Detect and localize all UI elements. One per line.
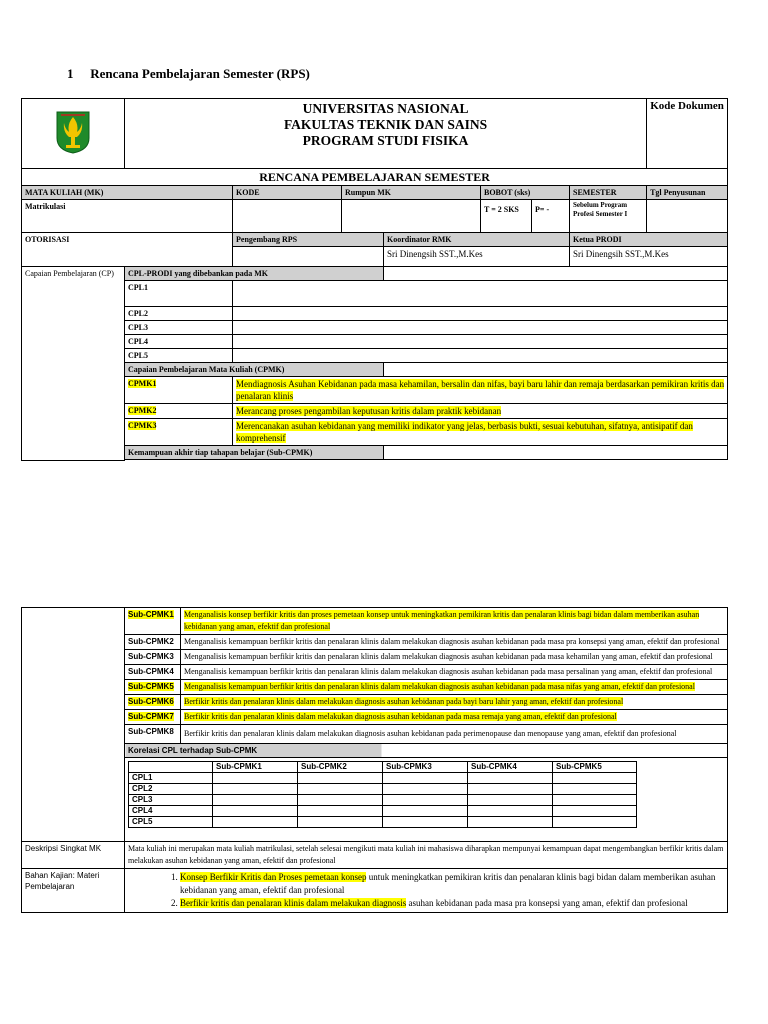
korelasi-col-header: Sub-CPMK5: [553, 762, 637, 773]
kode-dokumen: Kode Dokumen: [647, 99, 728, 169]
cpmk-code: CPMK2: [125, 404, 233, 419]
course-rumpun: [342, 200, 481, 233]
cpl-desc: [233, 321, 728, 335]
korelasi-col-header: Sub-CPMK1: [213, 762, 298, 773]
section-title: Rencana Pembelajaran Semester (RPS): [90, 66, 310, 81]
label-otorisasi: OTORISASI: [22, 233, 233, 267]
label-mata-kuliah: MATA KULIAH (MK): [22, 186, 233, 200]
course-tgl: [647, 200, 728, 233]
cpl-desc: [233, 281, 728, 307]
sub-cpmk-text: Menganalisis kemampuan berfikir kritis dan penalaran klinis dalam melakukan diagnosis asuhan kebidanan pada masa kehamilan yang aman, efektif dan profesional: [181, 650, 728, 665]
sub-cpmk-table: [21, 607, 728, 913]
cpmk-text: Merencanakan asuhan kebidanan yang memiliki indikator yang jelas, berbasis bukti, sesuai kebutuhan, sifatnya, antisipatif dan komprehensif: [233, 419, 728, 446]
cpl-prodi-header: CPL-PRODI yang dibebankan pada MK: [125, 267, 384, 281]
rps-header-table: [21, 98, 728, 461]
korelasi-row-label: CPL3: [129, 795, 213, 806]
label-deskripsi: Deskripsi Singkat MK: [22, 842, 125, 869]
sub-cpmk-text: Menganalisis kemampuan berfikir kritis dan penalaran klinis dalam melakukan diagnosis asuhan kebidanan pada masa nifas yang aman, efektif dan profesional: [181, 680, 728, 695]
korelasi-cell: [125, 758, 728, 842]
korelasi-row-label: CPL5: [129, 817, 213, 828]
program-name: PROGRAM STUDI FISIKA: [302, 133, 469, 148]
label-semester: SEMESTER: [570, 186, 647, 200]
bahan-kajian-list: [128, 871, 724, 910]
korelasi-matrix: [128, 761, 637, 828]
cpmk-code: CPMK3: [125, 419, 233, 446]
cpl-desc: [233, 307, 728, 321]
cpl-desc: [233, 349, 728, 363]
ketua-prodi-value: Sri Dinengsih SST.,M.Kes: [570, 247, 728, 267]
cpl-desc: [233, 335, 728, 349]
sub-cpmk-code: Sub-CPMK2: [125, 635, 181, 650]
korelasi-row-label: CPL1: [129, 773, 213, 784]
sub-cpmk-header: Kemampuan akhir tiap tahapan belajar (Sub-CPMK): [125, 446, 384, 460]
label-bobot: BOBOT (sks): [481, 186, 570, 200]
label-rumpun: Rumpun MK: [342, 186, 481, 200]
section-number: 1: [67, 66, 74, 81]
label-koordinator: Koordinator RMK: [384, 233, 570, 247]
korelasi-col-header: Sub-CPMK2: [298, 762, 383, 773]
label-capaian-pembelajaran: Capaian Pembelajaran (CP): [22, 267, 125, 461]
cpl-code: CPL1: [125, 281, 233, 307]
label-pengembang: Pengembang RPS: [233, 233, 384, 247]
sub-cpmk-code: Sub-CPMK6: [125, 695, 181, 710]
cpl-code: CPL3: [125, 321, 233, 335]
cpmk-text: Mendiagnosis Asuhan Kebidanan pada masa kehamilan, bersalin dan nifas, bayi baru lahir dan remaja berdasarkan pemikiran kritis dan penalaran klinis: [233, 377, 728, 404]
cpl-code: CPL4: [125, 335, 233, 349]
bobot-praktik: P= -: [532, 200, 570, 233]
sub-cpmk-text: Menganalisis kemampuan berfikir kritis dan penalaran klinis dalam melakukan diagnosis asuhan kebidanan pada masa pra konsepsi yang aman, efektif dan profesional: [181, 635, 728, 650]
institution-header: [125, 99, 647, 169]
korelasi-row-label: CPL2: [129, 784, 213, 795]
label-ketua-prodi: Ketua PRODI: [570, 233, 728, 247]
sub-cpmk-code: Sub-CPMK7: [125, 710, 181, 725]
university-name: UNIVERSITAS NASIONAL: [302, 101, 469, 116]
korelasi-header: Korelasi CPL terhadap Sub-CPMK: [125, 744, 728, 758]
sub-cpmk-code: Sub-CPMK4: [125, 665, 181, 680]
section-heading: [67, 66, 310, 82]
course-name: Matrikulasi: [22, 200, 233, 233]
faculty-name: FAKULTAS TEKNIK DAN SAINS: [283, 117, 488, 132]
label-kode: KODE: [233, 186, 342, 200]
course-semester: Sebelum Program Profesi Semester I: [570, 200, 647, 233]
course-kode: [233, 200, 342, 233]
cpmk-code: CPMK1: [125, 377, 233, 404]
logo-cell: [22, 99, 125, 169]
bahan-kajian-list-cell: [125, 869, 728, 913]
sub-cpmk-text: Berfikir kritis dan penalaran klinis dalam melakukan diagnosis asuhan kebidanan pada perimenopause dan menopause yang aman, efektif dan profesional: [181, 725, 728, 744]
cpmk-header: Capaian Pembelajaran Mata Kuliah (CPMK): [125, 363, 384, 377]
korelasi-col-header: Sub-CPMK3: [383, 762, 468, 773]
bahan-kajian-item: 1. Konsep Berfikir Kritis dan Proses pemetaan konsep untuk meningkatkan pemikiran kritis dan penalaran klinis bagi bidan dalam memberikan asuhan kebidanan yang aman, efektif dan profesional: [180, 871, 724, 897]
deskripsi-text: Mata kuliah ini merupakan mata kuliah matrikulasi, setelah selesai mengikuti mata kuliah ini mahasiswa diharapkan mempunyai kemampuan dapat mengembangkan berfikir kritis dalam melakukan asuhan kebidanan yang aman, efektif dan profesional: [125, 842, 728, 869]
university-logo-icon: [55, 110, 91, 154]
cpmk-text: Merancang proses pengambilan keputusan kritis dalam praktik kebidanan: [233, 404, 728, 419]
sub-cpmk-text: Menganalisis konsep berfikir kritis dan proses pemetaan konsep untuk meningkatkan pemikiran kritis dan penalaran klinis bagi bidan dalam memberikan asuhan kebidanan yang aman, efektif dan profesional: [181, 608, 728, 635]
cpl-code: CPL5: [125, 349, 233, 363]
sub-cpmk-code: Sub-CPMK5: [125, 680, 181, 695]
sub-cpmk-text: Berfikir kritis dan penalaran klinis dalam melakukan diagnosis asuhan kebidanan pada masa remaja yang aman, efektif dan profesional: [181, 710, 728, 725]
cpl-code: CPL2: [125, 307, 233, 321]
sub-cpmk-text: Menganalisis kemampuan berfikir kritis dan penalaran klinis dalam melakukan diagnosis asuhan kebidanan pada masa persalinan yang aman, efektif dan profesional: [181, 665, 728, 680]
bobot-teori: T = 2 SKS: [481, 200, 532, 233]
sub-cpmk-text: Berfikir kritis dan penalaran klinis dalam melakukan diagnosis asuhan kebidanan pada bayi baru lahir yang aman, efektif dan profesional: [181, 695, 728, 710]
bahan-kajian-item: 2. Berfikir kritis dan penalaran klinis dalam melakukan diagnosis asuhan kebidanan pada masa pra konsepsi yang aman, efektif dan profesional: [180, 897, 724, 910]
pengembang-value: [233, 247, 384, 267]
koordinator-value: Sri Dinengsih SST.,M.Kes: [384, 247, 570, 267]
korelasi-col-header: Sub-CPMK4: [468, 762, 553, 773]
sub-cpmk-code: Sub-CPMK3: [125, 650, 181, 665]
sub-cpmk-code: Sub-CPMK1: [125, 608, 181, 635]
rps-title: RENCANA PEMBELAJARAN SEMESTER: [22, 169, 728, 186]
label-tgl: Tgl Penyusunan: [647, 186, 728, 200]
label-bahan-kajian: Bahan Kajian: Materi Pembelajaran: [22, 869, 125, 913]
korelasi-row-label: CPL4: [129, 806, 213, 817]
sub-cpmk-code: Sub-CPMK8: [125, 725, 181, 744]
